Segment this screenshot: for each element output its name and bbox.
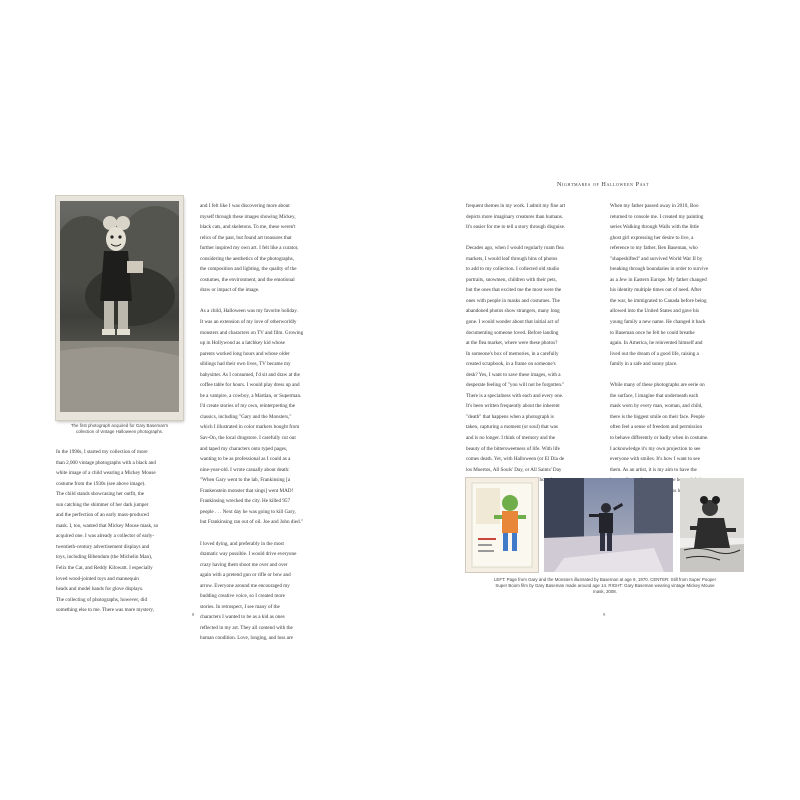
- left-photo-caption: The first photograph acquired for Gary Baseman's collection of vintage Halloween photographs.: [70, 423, 169, 435]
- paragraph: and I felt like I was discovering more about myself through these images showing Mickey, black cats, and skeletons. To me, these weren't relics of the past, but found art treasures that further inspired my own art. I felt like a curator, considering the aesthetics of the photographs, the composition and lighting, the quality of the costumes, the environment, and the emotional draw or impact of the image.: [200, 203, 299, 294]
- left-page-column-2: [200, 201, 335, 644]
- paragraph: While many of these photographs are eerie on the surface, I imagine that underneath each mask worn by every man, woman, and child, there is the biggest smile on their face. People often feel a sense of freedom and permission to behave differently or badly when in costume. I acknowledge it's my own projection to see everyone with smiles. It's how I want to see them. As an artist, it is my aim to have the: [610, 382, 709, 473]
- super-pooper-film-still-photo: [544, 478, 673, 572]
- vintage-photo-frame: [56, 196, 183, 420]
- baseman-mask-portrait-photo: [680, 478, 744, 572]
- vintage-mickey-mask-child-photo: [60, 201, 179, 412]
- child-monster-drawing-photo: [466, 478, 538, 572]
- paragraph: In the 1990s, I started my collection of more than 2,000 vintage photographs with a black and white image of a child wearing a Mickey Mouse costume from the 1930s (see above image). The child stands showcasing her outfit, the sun catching the shimmer of her dark jumper and the perfection of an early mass-produced mask. I, too, wanted that Mickey Mouse mask, so acquired one. I was already a collector of early- twentieth-century advertisement displays and toys, including Bibendum (the Michelin Man), Felix the Cat, and Reddy Kilowatt. I especially loved wood-jointed toys and mannequin heads and model hands for glove displays. The collecting of photographs, however, did something else to me. There was more mystery,: [56, 449, 159, 614]
- paragraph: Decades ago, when I would regularly roam flea markets, I would leaf through bins of photos to add to my collection. I collected old studio portraits, snowmen, children with their pets, but the ones that excited me the most were the ones with people in masks and costumes. The abandoned photos show strangers, many long gone. I would wonder about that initial act of documenting someone loved. Before landing at the flea market, where were these photos? In someone's box of memories, in a carefully created scrapbook, in a frame on someone's desk? Yes, I want to save these images, with a desperate feeling of "you will not be forgotten." There is a specialness with each and every one. It's been written frequently about the inherent "death" that happens when a photograph is taken, capturing a moment (or soul) that was and is no longer. I think of memory and the beauty of the bittersweetness of life. With life comes death. Yet, with Halloween (or El Día de los Muertos, All Souls' Day, or All Saints' Day: [466, 245, 565, 473]
- right-folio: 9: [603, 612, 606, 617]
- running-head: Nightmares of Halloween Past: [557, 181, 650, 188]
- paragraph: I loved dying, and preferably in the most dramatic way possible. I would drive everyone crazy having them shoot me over and over again with a pretend gun or rifle or bow and arrow. Everyone around me encouraged my budding creative voice, so I created more stories. In retrospect, I see many of the characters I wanted to be as a kid as ones reflected in my art. They all contend with the human condition. Love, longing, and loss are: [200, 540, 297, 642]
- paragraph: frequent themes in my work. I admit my fine art depicts more imaginary creatures than humans. It's easier for me to tell a story through disguise.: [466, 203, 566, 231]
- left-folio: 8: [192, 612, 195, 617]
- left-page-column-1: [56, 447, 191, 616]
- paragraph: As a child, Halloween was my favorite holiday. It was an extension of my love of otherworldly monsters and characters on TV and film. Growing up in Hollywood as a latchkey kid whose parents worked long hours and whose older siblings had their own lives, TV became my babysitter. As I consumed, I'd sit and draw at the coffee table for hours. I would play dress up and be a vampire, a cowboy, a Martian, or Superman. I'd create stories of my own, reinterpreting the classics, including "Gary and the Monsters," which I illustrated in color markers bought from Sav-On, the local drugstore. I carefully cut out and taped my characters onto typed pages, wanting to be as professional as I could as a nine-year-old. I wrote casually about death: "When Gary went to the lab, Frankinsing [a Frankenstein monster that sings] went MAD! Frankinsing wrecked the city. He killed 957 people . . . Next day he was going to kill Gary, but Frankinsing ran out of oil. Joe and John died.": [200, 308, 304, 526]
- paragraph: When my father passed away in 2010, Boo returned to console me. I created my painting series Walking through Walls with the little ghost girl expressing her desire to live, a reference to my father, Ben Baseman, who "shapeshifted" and survived World War II by breaking through boundaries in order to survive as a Jew in Eastern Europe. My father changed his identity multiple times out of need. After the war, he immigrated to Canada before being allowed into the United States and gave his young family a new name. He changed it back to Baseman once he felt he could breathe again. In America, he reinvented himself and lived out the dream of a good life, raising a family in a safe and sunny place.: [610, 203, 709, 368]
- right-page-column-2: [610, 201, 744, 496]
- right-page-column-1: [466, 201, 598, 496]
- images-caption: LEFT: Page from Gary and the Monsters illustrated by Baseman at age 9, 1970. CENTER: Still from Super Pooper Super Boom film by Gary Baseman made around age 14. RIGHT: Gary Baseman wearing vintage Mickey Mouse mask, 2008.: [493, 577, 717, 595]
